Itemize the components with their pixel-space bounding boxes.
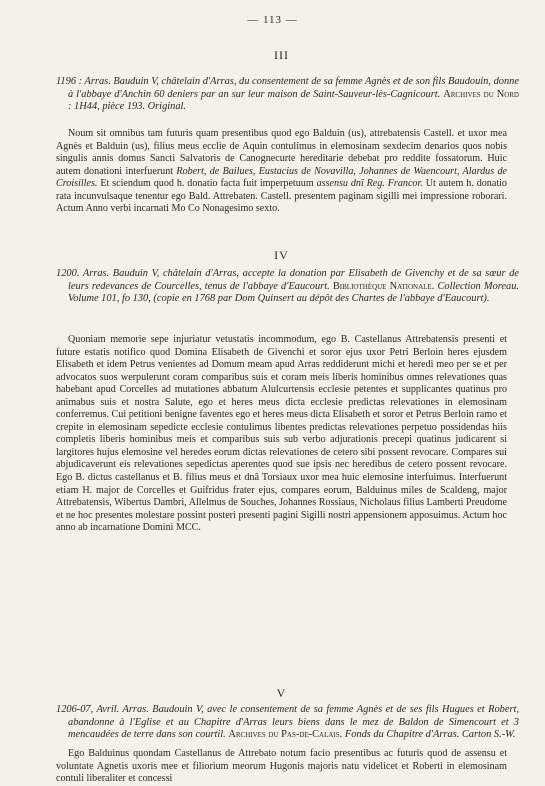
section-iii-body-part3: Ut autem h. donatio rata incunvulsaque tenentur ego Bald. Attrebaten. Castell. presentem paginam sigilli mei impressione roborari. Actum Anno verbi incarnati Mo Co Nonagesimo sexto.: [56, 178, 507, 215]
section-v-heading-ref: Fonds du Chapitre d'Arras. Carton S.-W.: [344, 729, 516, 741]
section-iv-heading-text: 1200. Arras. Bauduin V, châtelain d'Arras, accepte la donation par Elisabeth de Givenchy et de sa sœur de leurs redevances de Courcelles, tenus de l'abbaye d'Eaucourt.: [56, 268, 519, 292]
section-iii-charter-text: [56, 128, 507, 216]
section-iii-body-part1: Noum sit omnibus tam futuris quam presentibus quod ego Balduin (us), attrebatensis Castell. et uxor mea Agnès et Balduin (us), filius meus ecclie de Aquin contulimus in elemosinam sexdecim denarios quos nobis singulis annis domus Sancti Salvatoris de Canognecurte hereditarie debebat pro reddite fossatorum. Huic autem donationi interfuerunt: [56, 128, 507, 177]
section-v-heading-text: 1206-07, Avril. Arras. Baudouin V, avec le consentement de sa femme Agnès et de ses fils Hugues et Robert, abandonne à l'Eglise et au Chapitre d'Arras leurs biens dans le mez de Baldon de Simencourt et 3 mencaudées de terre dans son courtil.: [56, 704, 519, 741]
section-v-archive: Archives du Pas-de-Calais.: [228, 729, 343, 741]
section-iv-charter-text: Quoniam memorie sepe injuriatur vetustatis incommodum, ego B. Castellanus Attrebatensis presenti et future estatis notifico quod Domina Elisabeth de Givenchi et soror ejus uxor Petri Berloin heres ejusdem Elisabeth et idem Petrus venientes ad Domum meam apud Arras reddiderunt michi et heredi meo per se et per advocatos suos werpulerunt coram comparibus suis et coram meis liberis hominibus omnes relevationes quas habebant apud Corcelles ad mutationes abbatum Alulcurtensis ecclesie petentes et supplicantes quatinus pro animabus suis et nostra Salute, ego et heres meus dicta ecclesie predictas relevationes in elemosinam conferremus. Cui petitioni benigne faventes ego et heres meus dicta Elisabeth et soror et Petrus Berloin ramo et crepite in elemosinam sepedicte ecclesie contulimus libentes predictas relevationes perpetuo possidendas hiis completis liberis hominibus meis et comparibus suis sub verbo adjurationis precepi quatinus judicarent si largitores hujus elemosine vel heredes eorum dictas relevationes de cetero sibi possent revocare. Compares sui abjudicaverunt eis relevationes sepedictas aperentes quod sue ipsis nec heredibus de cetero possent revocare. Ego B. dictus castellanus et B. filius meus et dnâ Torsiaux uxor mea huic elemosine interfuimus. Interfuerunt etiam H. major de Corcelles et Guifridus frater ejus, compares eorum, Balduinus miles de Scaldeng, major Attrebatensis, Wibertus Dambri, Allelmus de Souches, Johannes Rossiaus, Nicholaus filius Lamberti Preudome et ne hoc presentes molestare possint posteri presenti pagini Sigilli nostri appensionem apposuimus. Actum hoc anno ab incarnatione Domini MCC.: [56, 334, 507, 534]
section-number-v: V: [276, 686, 287, 700]
section-iii-heading-ref: : 1H44, pièce 193. Original.: [68, 101, 187, 113]
section-iii-body-part2: Et sciendum quod h. donatio facta fuit imperpetuum: [100, 178, 314, 190]
section-number-iii: III: [274, 48, 289, 62]
section-iii-heading-text: 1196 : Arras. Bauduin V, châtelain d'Arras, du consentement de sa femme Agnès et de son fils Baudouin, donne à l'abbaye d'Anchin 60 deniers par an sur leur maison de Saint-Sauveur-lès-Cagnicourt.: [56, 76, 519, 100]
section-iii-witness-names: Robert, de Bailues, Eustacius de Novavilla, Johannes de Waencourt, Alardus de Croisilles.: [56, 165, 508, 190]
section-v-heading: [56, 704, 519, 742]
section-iv-heading-ref: Collection Moreau. Volume 101, fo 130, (copie en 1768 par Dom Quinsert au dépôt des Chartes de l'abbaye d'Eaucourt).: [68, 280, 520, 305]
section-iii-assensu: assensu dnî Reg. Francor.: [316, 178, 423, 190]
section-iii-heading: [56, 76, 519, 114]
section-iv-archive: Bibliothèque Nationale.: [332, 280, 435, 292]
section-iii-archive: Archives du Nord: [443, 88, 519, 100]
section-v-charter-text: Ego Balduinus quondam Castellanus de Attrebato notum facio presentibus ac futuris quod de assensu et voluntate Agnetis uxoris mee et filiorium meorum Hugonis majoris natu videlicet et Roberti in elemosinam contuli liberaliter et concessi: [56, 748, 507, 785]
section-iv-heading: [56, 268, 519, 306]
section-number-iv: IV: [274, 248, 289, 262]
page-number: — 113 —: [247, 14, 298, 26]
